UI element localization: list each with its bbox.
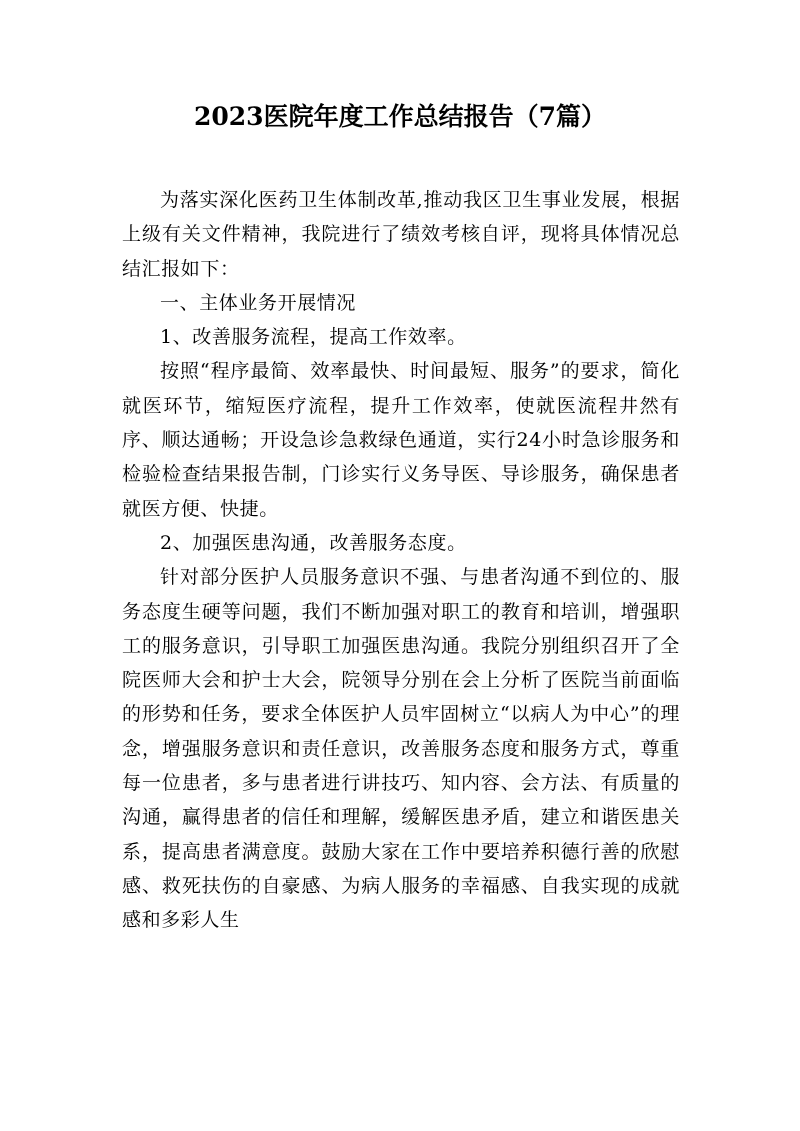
paragraph-communication: 针对部分医护人员服务意识不强、与患者沟通不到位的、服务态度生硬等问题，我们不断加强对职工的教育和培训，增强职工的服务意识，引导职工加强医患沟通。我院分别组织召开了全院医师大会和护士大会，院领导分别在会上分析了医院当前面临的形势和任务，要求全体医护人员牢固树立“以病人为中心”的理念，增强服务意识和责任意识，改善服务态度和服务方式，尊重每一位患者，多与患者进行讲技巧、知内容、会方法、有质量的沟通，赢得患者的信任和理解，缓解医患矛盾，建立和谐医患关系，提高患者满意度。鼓励大家在工作中要培养积德行善的欣慰感、救死扶伤的自豪感、为病人服务的幸福感、自我实现的成就感和多彩人生 — [122, 566, 680, 932]
subheading-communication: 2、加强医患沟通，改善服务态度。 — [160, 531, 467, 554]
section-heading-main-business: 一、主体业务开展情况 — [160, 291, 357, 314]
subheading-improve-process: 1、改善服务流程，提高工作效率。 — [160, 326, 467, 349]
paragraph-improve-process: 按照“程序最简、效率最快、时间最短、服务”的要求，简化就医环节，缩短医疗流程，提升工作效率，使就医流程井然有序、顺达通畅；开设急诊急救绿色通道，实行24小时急诊服务和检验检查结果报告制，门诊实行义务导医、导诊服务，确保患者就医方便、快捷。 — [122, 360, 680, 520]
document-title: 2023医院年度工作总结报告（7篇） — [194, 102, 606, 131]
document-body — [122, 183, 680, 938]
paragraph-intro: 为落实深化医药卫生体制改革,推动我区卫生事业发展，根据上级有关文件精神，我院进行了绩效考核自评，现将具体情况总结汇报如下： — [122, 189, 680, 280]
